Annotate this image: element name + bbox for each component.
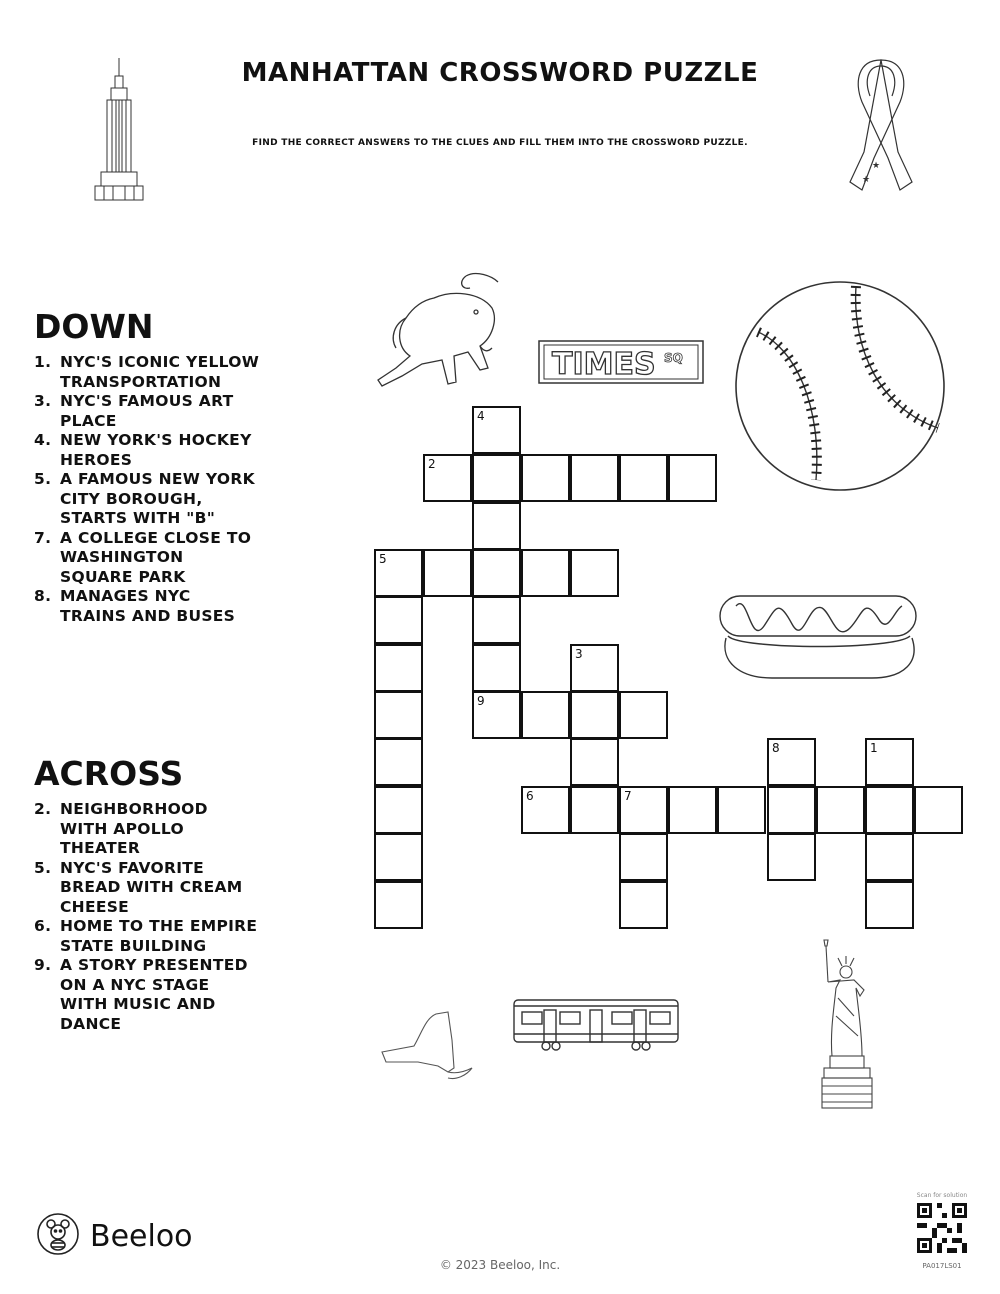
crossword-cell[interactable] <box>570 644 619 692</box>
crossword-cell[interactable] <box>865 786 914 834</box>
clue-down-4 <box>34 431 274 470</box>
crossword-cell[interactable] <box>668 786 717 834</box>
bull-icon <box>376 268 506 392</box>
svg-text:★: ★ <box>862 175 871 185</box>
clue-number-label: 6 <box>526 789 534 803</box>
crossword-cell[interactable] <box>423 454 472 502</box>
crossword-cell[interactable] <box>374 596 423 644</box>
crossword-cell[interactable] <box>717 786 766 834</box>
clue-number-label: 3 <box>575 647 583 661</box>
crossword-cell[interactable] <box>472 644 521 692</box>
hotdog-icon <box>712 588 924 680</box>
clue-text: NYC'S ICONIC YELLOW TRANSPORTATION <box>60 353 260 391</box>
clue-text: MANAGES NYC TRAINS AND BUSES <box>60 587 236 625</box>
instructions: FIND THE CORRECT ANSWERS TO THE CLUES AND FILL THEM INTO THE CROSSWORD PUZZLE. <box>252 138 748 148</box>
crossword-cell[interactable] <box>423 549 472 597</box>
qr-caption: Scan for solution <box>916 1192 968 1199</box>
clue-text: NEW YORK'S HOCKEY HEROES <box>60 431 252 469</box>
clue-number: 1. <box>34 353 52 371</box>
clue-down-7 <box>34 529 274 588</box>
clue-number: 2. <box>34 800 52 818</box>
clue-down-5 <box>34 470 274 529</box>
clue-number: 5. <box>34 858 52 877</box>
clue-text: A FAMOUS NEW YORK CITY BOROUGH, STARTS WITH "B" <box>60 470 255 527</box>
clue-number: 5. <box>34 470 52 488</box>
crossword-cell[interactable] <box>816 786 865 834</box>
svg-text:★: ★ <box>872 161 881 171</box>
across-clues <box>34 754 274 1034</box>
crossword-cell[interactable] <box>619 691 668 739</box>
crossword-cell[interactable] <box>521 549 570 597</box>
crossword-cell[interactable] <box>374 691 423 739</box>
clue-across-2 <box>34 800 274 859</box>
crossword-cell[interactable] <box>619 833 668 881</box>
crossword-cell[interactable] <box>374 738 423 786</box>
clue-down-8 <box>34 587 274 626</box>
clue-number-label: 9 <box>477 694 485 708</box>
clue-number-label: 2 <box>428 457 436 471</box>
down-heading: DOWN <box>34 307 154 346</box>
crossword-cell[interactable] <box>767 786 816 834</box>
crossword-cell[interactable] <box>767 738 816 786</box>
crossword-cell[interactable] <box>668 454 717 502</box>
crossword-cell[interactable] <box>570 549 619 597</box>
crossword-cell[interactable] <box>570 691 619 739</box>
qr-code-icon[interactable] <box>917 1203 967 1253</box>
clue-text: A STORY PRESENTED ON A NYC STAGE WITH MUSIC AND DANCE <box>60 956 248 1033</box>
crossword-cell[interactable] <box>521 454 570 502</box>
clue-number-label: 4 <box>477 409 485 423</box>
clue-number: 7. <box>34 528 52 547</box>
clue-text: HOME TO THE EMPIRE STATE BUILDING <box>60 917 258 955</box>
clue-across-5 <box>34 859 274 918</box>
clue-number: 6. <box>34 917 52 935</box>
times-sign-text: TIMES <box>552 347 656 382</box>
crossword-cell[interactable] <box>865 833 914 881</box>
crossword-cell[interactable] <box>472 454 521 502</box>
across-heading: ACROSS <box>34 754 184 793</box>
crossword-cell[interactable] <box>619 881 668 929</box>
clue-number: 9. <box>34 956 52 974</box>
clue-number: 8. <box>34 587 52 605</box>
crossword-cell[interactable] <box>374 549 423 597</box>
crossword-cell[interactable] <box>472 596 521 644</box>
empire-state-building-icon <box>92 58 146 202</box>
clue-down-3 <box>34 392 274 431</box>
crossword-cell[interactable] <box>767 833 816 881</box>
new-york-state-map-icon <box>378 1008 478 1086</box>
brand-name: Beeloo <box>90 1218 193 1254</box>
crossword-cell[interactable] <box>619 454 668 502</box>
down-clues <box>34 307 274 626</box>
clue-text: NYC'S FAVORITE BREAD WITH CREAM CHEESE <box>60 858 243 916</box>
document-code: PA017LS01 <box>922 1262 962 1270</box>
crossword-cell[interactable] <box>865 738 914 786</box>
clue-down-1 <box>34 353 274 392</box>
crossword-cell[interactable] <box>914 786 963 834</box>
crossword-cell[interactable] <box>570 454 619 502</box>
clue-number-label: 5 <box>379 552 387 566</box>
crossword-cell[interactable] <box>472 691 521 739</box>
clue-number: 3. <box>34 392 52 410</box>
clue-number-label: 1 <box>870 741 878 755</box>
ribbon-icon <box>848 58 914 198</box>
crossword-cell[interactable] <box>374 881 423 929</box>
crossword-cell[interactable] <box>521 786 570 834</box>
crossword-cell[interactable] <box>472 502 521 550</box>
crossword-cell[interactable] <box>865 881 914 929</box>
clue-number-label: 7 <box>624 789 632 803</box>
crossword-cell[interactable] <box>472 406 521 454</box>
clue-number: 4. <box>34 431 52 449</box>
beeloo-logo-icon <box>36 1212 80 1260</box>
clue-text: NYC'S FAMOUS ART PLACE <box>60 392 234 430</box>
crossword-cell[interactable] <box>619 786 668 834</box>
statue-of-liberty-icon <box>814 938 880 1110</box>
crossword-cell[interactable] <box>472 549 521 597</box>
subway-car-icon <box>512 996 680 1054</box>
crossword-cell[interactable] <box>570 786 619 834</box>
crossword-cell[interactable] <box>374 644 423 692</box>
crossword-cell[interactable] <box>570 738 619 786</box>
times-square-sign-icon <box>538 340 704 384</box>
clue-text: A COLLEGE CLOSE TO WASHINGTON SQUARE PARK <box>60 528 252 586</box>
clue-across-6 <box>34 917 274 956</box>
clue-across-9 <box>34 956 274 1034</box>
times-sign-small-text: SQ <box>664 351 683 365</box>
crossword-cell[interactable] <box>521 691 570 739</box>
crossword-cell[interactable] <box>374 833 423 881</box>
page-title: MANHATTAN CROSSWORD PUZZLE <box>241 58 759 88</box>
baseball-icon <box>734 280 946 492</box>
clue-number-label: 8 <box>772 741 780 755</box>
clue-text: NEIGHBORHOOD WITH APOLLO THEATER <box>60 800 208 857</box>
copyright: © 2023 Beeloo, Inc. <box>439 1258 561 1272</box>
brand-logo <box>36 1212 193 1260</box>
crossword-cell[interactable] <box>374 786 423 834</box>
